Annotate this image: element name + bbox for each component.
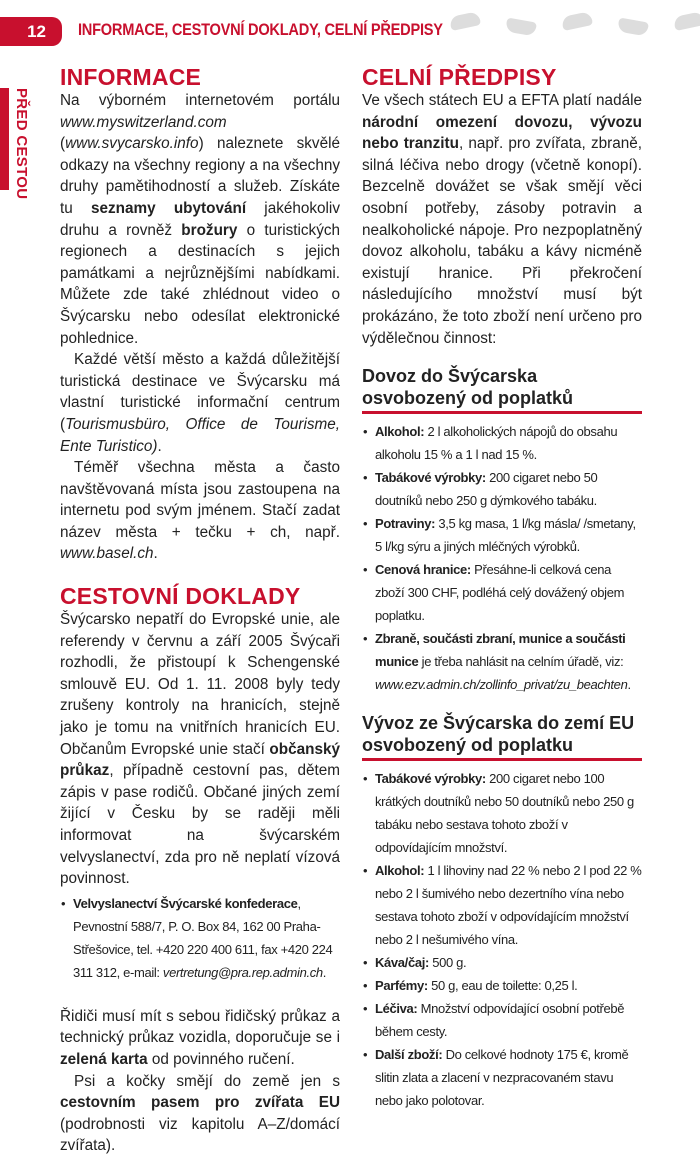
paragraph <box>60 609 340 890</box>
footprint-icon <box>617 18 649 37</box>
bold-text: Zbraně, součásti zbraní, munice a součásti munice <box>375 631 626 670</box>
text: , např. pro zvířata, zbraně, silná léčiva nebo drogy (včetně konopí). Bezcelně dovážet se však smějí věci osobní potřeby, zásoby potravin a nealkoholické nápoje. Pro nezpoplatněný dovoz alkoholu, tabáku a kávy nicméně existují hranice. Při překročení následujícího množství musí být prokázáno, že toto zboží není určeno pro výdělečnou činnost: <box>362 135 642 347</box>
list-item <box>362 466 642 512</box>
footprint-icon <box>505 18 537 37</box>
text: , případně cestovní pas, dětem zápis v pase rodičů. Občané jiných zemí žijící v Česku by se raději měli informovat na švýcarském velvyslanectví, zda pro ně neplatí vízová povinnost. <box>60 762 340 888</box>
heading-import: Dovoz do Švýcarska osvobozený od poplatků <box>362 365 642 414</box>
list-item <box>362 1043 642 1112</box>
list-item <box>362 558 642 627</box>
embassy-list <box>60 892 340 984</box>
text: Ve všech státech EU a EFTA platí nadále <box>362 92 642 109</box>
text: Každé větší město a každá důležitější turistická destinace ve Švýcarsku má vlastní turistické informační centrum ( <box>60 351 340 433</box>
list-item <box>362 767 642 859</box>
heading-export: Vývoz ze Švýcarska do zemí EU osvobozený od poplatku <box>362 712 642 761</box>
text: 50 g, eau de toilette: 0,25 l. <box>427 978 578 994</box>
list-item <box>60 892 340 984</box>
paragraph <box>60 90 340 349</box>
text: 200 cigaret nebo 50 doutníků nebo 250 g dýmkového tabáku. <box>375 470 598 509</box>
bold-text: Tabákové výrobky: <box>375 470 486 486</box>
list-item <box>362 627 642 696</box>
text: ) naleznete skvělé odkazy na všechny regiony a na všechny druhy pamětihodností a služeb. Získáte tu <box>60 135 340 217</box>
bold-text: seznamy ubytování <box>90 199 247 217</box>
bold-text: brožury <box>181 221 238 239</box>
bold-text: občanský průkaz <box>60 740 340 780</box>
bold-text: Parfémy: <box>375 978 428 994</box>
list-item <box>362 512 642 558</box>
export-list <box>362 767 642 1112</box>
text: 500 g. <box>428 955 467 971</box>
paragraph <box>60 457 340 565</box>
bold-text: Alkohol: <box>375 424 425 440</box>
text: Do celkové hodnoty 175 €, kromě slitin zlata a zlacení v nezpracovaném stavu nebo jako polotovar. <box>375 1047 629 1109</box>
bold-text: Káva/čaj: <box>375 955 429 971</box>
text: 200 cigaret nebo 100 krátkých doutníků nebo 50 doutníků nebo 250 g tabáku nebo sestava tohoto zboží v odpovídajícím množství. <box>375 771 634 856</box>
section-side-label: PŘED CESTOU <box>13 88 30 200</box>
bold-text: národní omezení dovozu, vývozu nebo tranzitu <box>362 113 642 153</box>
bold-text: Potraviny: <box>375 516 436 532</box>
text: , Pevnostní 588/7, P. O. Box 84, 162 00 Praha-Střešovice, tel. +420 220 400 611, fax +420 224 311 312, e-mail: <box>73 895 333 980</box>
page-number: 12 <box>0 17 62 46</box>
heading-cestovni-doklady: CESTOVNÍ DOKLADY <box>60 583 301 610</box>
bold-text: zelená karta <box>60 1050 148 1068</box>
doklady-body <box>60 609 340 890</box>
paragraph <box>60 1006 340 1071</box>
text: . <box>153 545 158 563</box>
footprint-icon <box>673 11 700 31</box>
list-item <box>362 859 642 951</box>
footprints-decoration <box>450 14 700 34</box>
text: Množství odpovídající osobní potřebě během cesty. <box>375 1001 625 1040</box>
heading-celni-predpisy: CELNÍ PŘEDPISY <box>362 64 557 90</box>
text: Řidiči musí mít s sebou řidičský průkaz a technický průkaz vozidla, doporučuje se i <box>60 1007 340 1047</box>
right-column <box>362 64 642 1112</box>
left-column <box>60 64 340 1157</box>
section-marker-bar <box>0 88 9 190</box>
list-item <box>362 420 642 466</box>
text: Přesáhne-li celková cena zboží 300 CHF, podléhá celý dovážený objem poplatku. <box>375 562 625 624</box>
footprint-icon <box>561 11 593 31</box>
list-item <box>362 997 642 1043</box>
customs-body <box>362 90 642 349</box>
footprint-icon <box>449 11 481 31</box>
italic-text: www.basel.ch <box>60 545 154 563</box>
bold-text: Cenová hranice: <box>375 562 471 578</box>
driver-pets-body <box>60 1006 340 1157</box>
text: 1 l lihoviny nad 22 % nebo 2 l pod 22 % nebo 2 l šumivého nebo dezertního vína nebo sestava tohoto zboží v odpovídajícím množství nebo 2 l nešumivého vína. <box>375 863 642 948</box>
text: je třeba nahlásit na celním úřadě, viz: <box>418 654 624 670</box>
italic-text: vertretung@pra.rep.admin.ch <box>162 964 323 980</box>
paragraph <box>60 1071 340 1157</box>
paragraph <box>60 349 340 457</box>
italic-text: www.myswitzerland.com <box>60 113 227 131</box>
bold-text: cestovním pasem pro zvířata EU <box>60 1094 340 1112</box>
text: ( <box>60 135 66 153</box>
informace-body <box>60 90 340 565</box>
italic-text: Tourismusbüro, Office de Tourisme, Ente Turistico) <box>60 415 340 455</box>
text: . <box>627 677 631 693</box>
text: Psi a kočky smějí do země jen s <box>74 1072 340 1090</box>
italic-text: www.ezv.admin.ch/zollinfo_privat/zu_beachten <box>375 677 628 693</box>
bold-text: Další zboží: <box>375 1047 443 1063</box>
list-item <box>362 974 642 997</box>
text: (podrobnosti viz kapitolu A–Z/domácí zvířata). <box>60 1115 340 1155</box>
bold-text: Velvyslanectví Švýcarské konfederace <box>73 895 298 911</box>
bold-text: Alkohol: <box>375 863 425 879</box>
bold-text: Tabákové výrobky: <box>375 771 486 787</box>
text: od povinného ručení. <box>147 1050 295 1068</box>
text: jakéhokoliv druhu a rovněž <box>60 199 340 239</box>
running-title: INFORMACE, CESTOVNÍ DOKLADY, CELNÍ PŘEDPISY <box>78 20 443 39</box>
paragraph <box>362 90 642 349</box>
text: . <box>322 964 327 980</box>
import-list <box>362 420 642 696</box>
bold-text: Léčiva: <box>375 1001 418 1017</box>
text: 2 l alkoholických nápojů do obsahu alkoholu 15 % a 1 l nad 15 %. <box>375 424 618 463</box>
list-item <box>362 951 642 974</box>
text: Na výborném internetovém portálu <box>60 92 340 109</box>
text: Téměř všechna města a často navštěvovaná místa jsou zastoupena na internetu pod svým jménem. Stačí zadat název města + tečku + ch, např. <box>60 459 340 541</box>
italic-text: www.svycarsko.info <box>65 135 199 153</box>
text: . <box>157 437 162 455</box>
heading-informace: INFORMACE <box>60 64 202 90</box>
text: 3,5 kg masa, 1 l/kg másla/ /smetany, 5 l/kg sýru a jiných mléčných výrobků. <box>375 516 636 555</box>
text: Švýcarsko nepatří do Evropské unie, ale referendy v červnu a září 2005 Švýcaři rozhodli, že přistoupí k Schengenské smlouvě EU. Od 1. 11. 2008 byly tedy zrušeny kontroly na hranicích, stejně jako je tomu na vnitřních hranicích EU. Občanům Evropské unie stačí <box>60 611 340 758</box>
text: o turistických regionech a destinacích s jejich památkami a nejrůznějšími nabídkami. Můžete zde také zhlédnout video o Švýcarsku nebo odesílat elektronické pohlednice. <box>60 221 341 347</box>
